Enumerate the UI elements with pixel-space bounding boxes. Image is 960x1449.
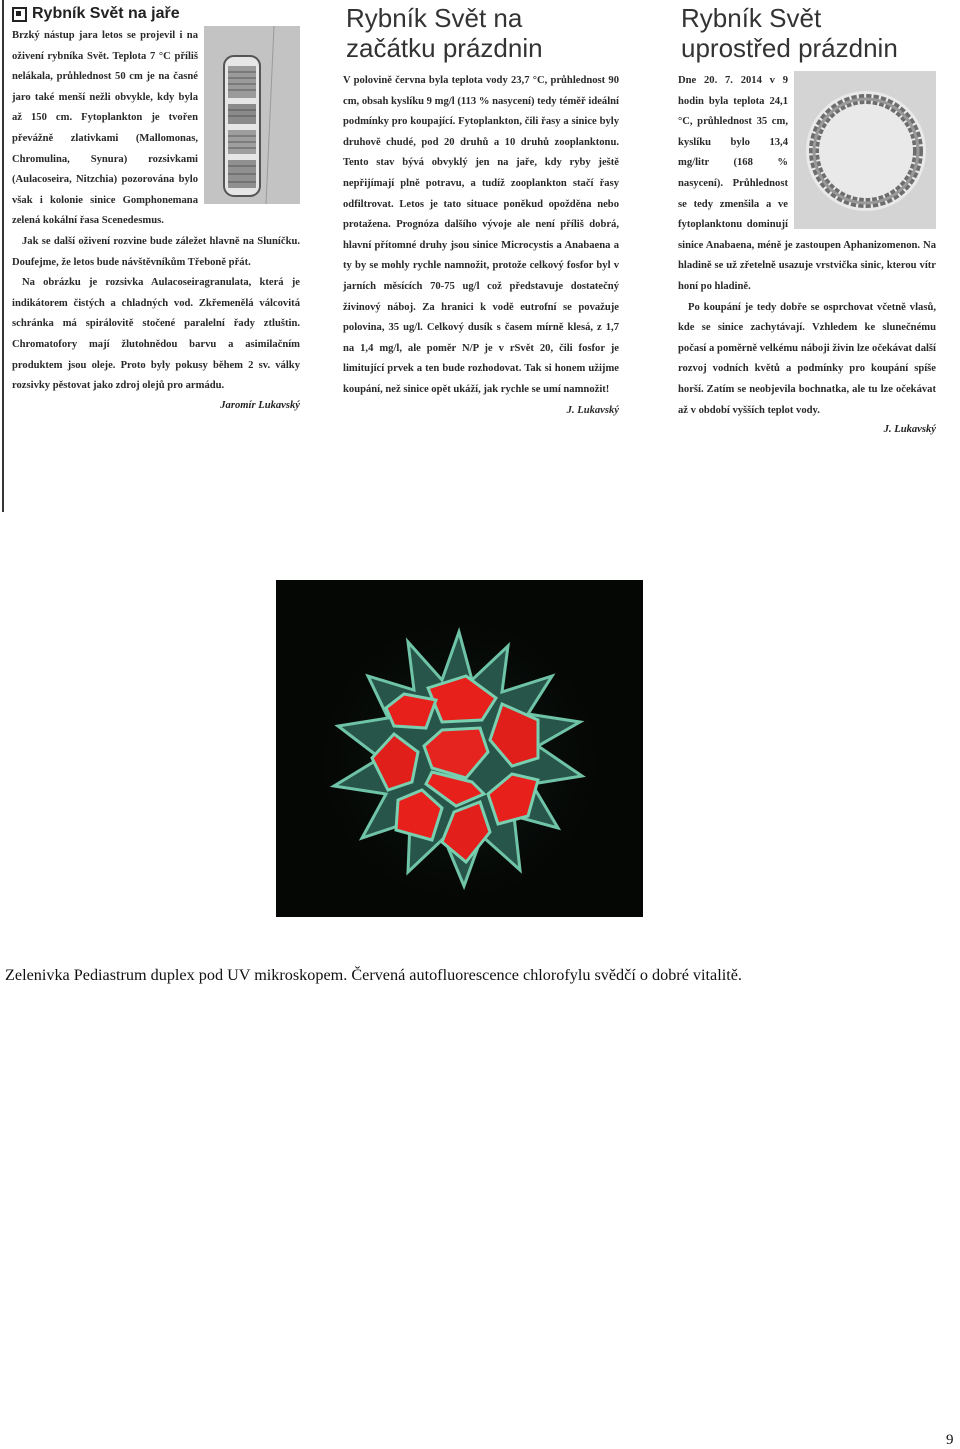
early-summer-title-line1: Rybník Svět na — [346, 3, 523, 33]
mid-summer-text — [678, 71, 936, 421]
early-summer-text — [343, 71, 619, 416]
spring-paragraph-1: Brzký nástup jara letos se projevil i na oživení rybníka Svět. Teplota 7 °C příliš nelákala, průhlednost 50 cm je na časné jaro také menší nežli obvykle, kdy byla až 150 cm. Fytoplankton je tvořen převážně zlativkami (Mallomonas, Chromulina, Synura) rozsivkami (Aulacoseira, Nitzchia) pozorována bylo však i kolonie sinice Gomphonemana zelená kokální řasa Scenedesmus. — [12, 30, 198, 227]
mid-summer-paragraph-1: Dne 20. 7. 2014 v 9 hodin byla teplota 24,1 °C, průhlednost 35 cm, kyslíku bylo 13,4 mg/litr (168 % nasycení). Průhlednost se tedy zmenšila a ve fytoplanktonu dominují sinice Anabaena, méně je zastoupen Aphanizomenon. Na hladině se už zřetelně usazuje vrstvička sinic, kterou vítr honí po hladině. — [678, 75, 936, 292]
early-summer-heading — [346, 3, 619, 63]
early-summer-signature: J. Lukavský — [566, 404, 619, 416]
mid-summer-heading — [681, 3, 936, 63]
figure-caption: Zelenivka Pediastrum duplex pod UV mikroskopem. Červená autofluorescence chlorofylu svědčí o dobré vitalitě. — [5, 966, 742, 984]
mid-summer-title-line2: uprostřed prázdnin — [681, 33, 898, 63]
spring-signature: Jaromír Lukavský — [220, 399, 300, 411]
early-summer-title-line2: začátku prázdnin — [346, 33, 543, 63]
diatom-image — [204, 26, 300, 204]
column-spring — [2, 0, 300, 512]
spring-title: Rybník Svět na jaře — [32, 5, 180, 22]
spring-paragraph-2: Jak se další oživení rozvine bude záležet hlavně na Sluníčku. Doufejme, že letos bude návštěvníkům Třeboně přát. — [12, 235, 300, 268]
square-bullet-icon — [12, 7, 27, 22]
spring-text — [12, 26, 300, 397]
mid-summer-signature: J. Lukavský — [883, 424, 936, 436]
column-early-summer — [343, 0, 619, 421]
page-number: 9 — [946, 1432, 954, 1448]
mid-summer-title-line1: Rybník Svět — [681, 3, 822, 33]
anabaena-image — [794, 71, 936, 229]
early-summer-paragraph: V polovině června byla teplota vody 23,7 °C, průhlednost 90 cm, obsah kyslíku 9 mg/l (113 % nasycení) tedy téměř ideální podmínky pro koupající. Fytoplankton, čili řasy a sinice byly druhově chudé, pod 20 druhů a 10 druhů zooplanktonu. Tento stav bývá obvyklý jen na jaře, kdy ryby ještě nepřijímají plně potravu, a tudíž zooplankton stačí řasy odfiltrovat. Letos je tato situace poněkud opožděna nebo protažena. Prognóza dalšího vývoje ale není příliš dobrá, hlavní přítomné druhy jsou sinice Microcystis a Anabaena a ty by se mohly rychle namnožit, protože celkový fosfor byl v jarních měsících 70-75 ug/l což představuje dostatečný živinový náboj. Za hranici k vodě eutrofní se považuje polovina, 35 ug/l. Celkový dusík s časem mírně klesá, z 1,7 na 1,4 mg/l, ale poměr N/P je v rSvět 20, čili fosfor je limitující prvek a ten bude rozhodovat. Tak si honem užijme koupání, než sinice opět ukáží, jak rychle se umí namnožit! — [343, 75, 619, 395]
spring-heading — [12, 4, 300, 24]
pediastrum-micrograph — [276, 580, 643, 917]
column-mid-summer — [678, 0, 936, 439]
pediastrum-drawing — [276, 580, 643, 917]
spring-paragraph-3: Na obrázku je rozsivka Aulacoseiragranulata, která je indikátorem čistých a chladných vod. Zkřemenělá válcovitá schránka má spirálovitě stočené paralelní řady ztluštin. Chromatofory mají žlutohnědou barvu a asimilačním produktem jsou oleje. Proto byly pokusy během 2 sv. války rozsivky pěstovat jako zdroj olejů pro armádu. — [12, 277, 300, 392]
mid-summer-paragraph-2: Po koupání je tedy dobře se osprchovat včetně vlasů, kde se sinice zachytávají. Vzhledem ke slunečnému počasí a poměrně velkému náboji živin lze očekávat další rozvoj vodních květů a podmínky pro koupání spíše horší. Zatím se neobjevila bochnatka, ale tu lze očekávat až v období vyšších teplot vody. — [678, 301, 936, 416]
